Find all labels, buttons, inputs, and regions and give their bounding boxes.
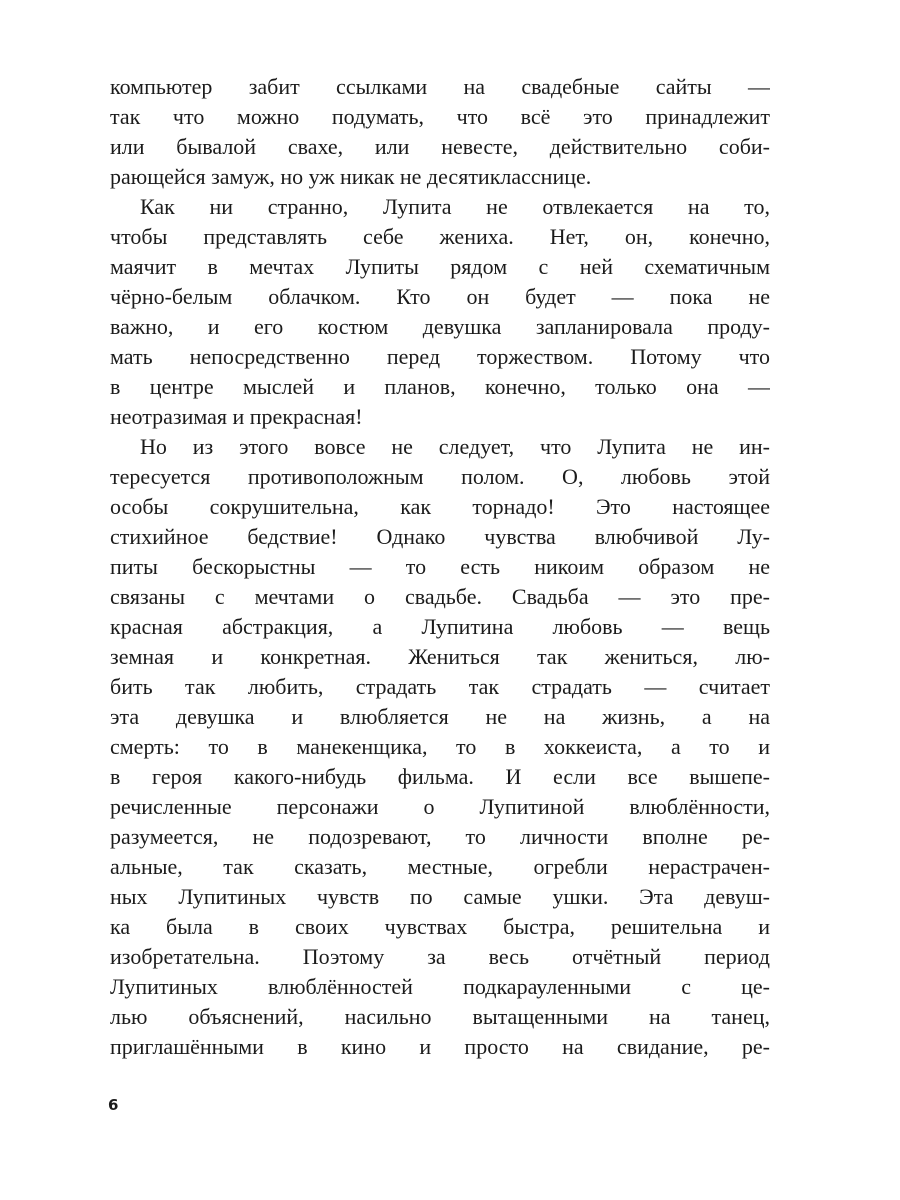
text-line: чтобы представлять себе жениха. Нет, он, конечно,	[110, 224, 770, 249]
text-line: Но из этого вовсе не следует, что Лупита не ин-	[140, 434, 770, 459]
text-line: в героя какого-нибудь фильма. И если все вышепе-	[110, 764, 770, 789]
text-block	[110, 72, 770, 1062]
text-line: Как ни странно, Лупита не отвлекается на то,	[140, 194, 770, 219]
text-line: важно, и его костюм девушка запланировала проду-	[110, 314, 770, 339]
paragraph	[110, 72, 770, 192]
text-line: бить так любить, страдать так страдать — считает	[110, 674, 770, 699]
text-line: в центре мыслей и планов, конечно, только она —	[110, 374, 770, 399]
text-line: связаны с мечтами о свадьбе. Свадьба — это пре-	[110, 584, 770, 609]
text-line: тересуется противоположным полом. О, любовь этой	[110, 464, 770, 489]
text-line: смерть: то в манекенщика, то в хоккеиста, а то и	[110, 734, 770, 759]
paragraph	[110, 432, 770, 1062]
text-line: особы сокрушительна, как торнадо! Это настоящее	[110, 494, 770, 519]
text-line: изобретательна. Поэтому за весь отчётный период	[110, 944, 770, 969]
text-line: разумеется, не подозревают, то личности вполне ре-	[110, 824, 770, 849]
text-line: компьютер забит ссылками на свадебные сайты —	[110, 74, 770, 99]
text-line: питы бескорыстны — то есть никоим образом не	[110, 554, 770, 579]
text-line: лью объяснений, насильно вытащенными на танец,	[110, 1004, 770, 1029]
text-line: мать непосредственно перед торжеством. Потому что	[110, 344, 770, 369]
text-line: речисленные персонажи о Лупитиной влюблённости,	[110, 794, 770, 819]
paragraph	[110, 192, 770, 432]
text-line: чёрно-белым облачком. Кто он будет — пока не	[110, 284, 770, 309]
text-line: приглашёнными в кино и просто на свидание, ре-	[110, 1034, 770, 1059]
page-number: 6	[108, 1096, 119, 1114]
text-line: стихийное бедствие! Однако чувства влюбчивой Лу-	[110, 524, 770, 549]
text-line: альные, так сказать, местные, огребли нерастрачен-	[110, 854, 770, 879]
text-line: неотразимая и прекрасная!	[110, 404, 363, 429]
text-line: Лупитиных влюблённостей подкарауленными с це-	[110, 974, 770, 999]
text-line: или бывалой свахе, или невесте, действительно соби-	[110, 134, 770, 159]
text-line: маячит в мечтах Лупиты рядом с ней схематичным	[110, 254, 770, 279]
text-line: рающейся замуж, но уж никак не десятикласснице.	[110, 164, 592, 189]
text-line: красная абстракция, а Лупитина любовь — вещь	[110, 614, 770, 639]
text-line: так что можно подумать, что всё это принадлежит	[110, 104, 770, 129]
text-line: ных Лупитиных чувств по самые ушки. Эта девуш-	[110, 884, 770, 909]
text-line: земная и конкретная. Жениться так жениться, лю-	[110, 644, 770, 669]
text-line: эта девушка и влюбляется не на жизнь, а на	[110, 704, 770, 729]
text-line: ка была в своих чувствах быстра, решительна и	[110, 914, 770, 939]
